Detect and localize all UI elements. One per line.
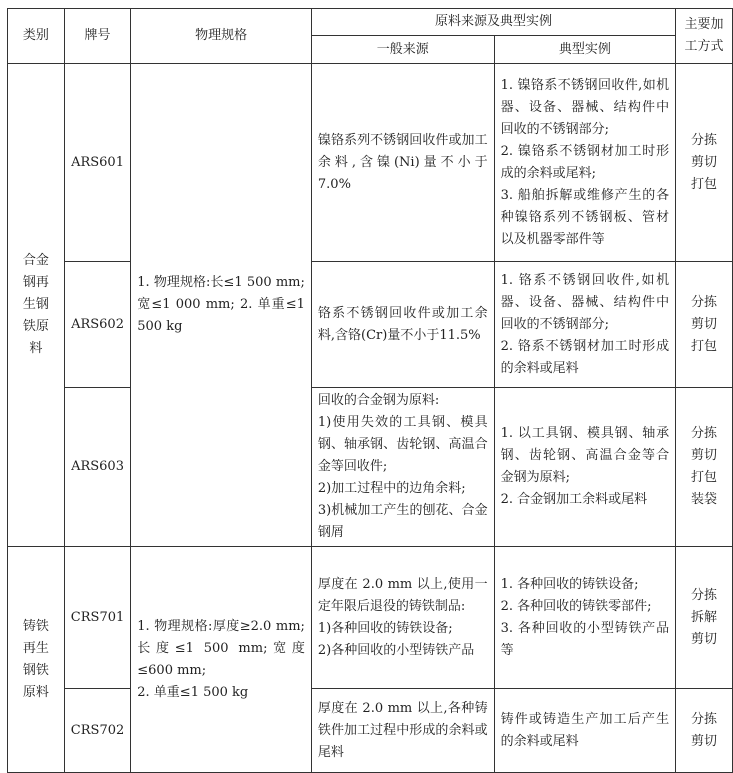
grade-cell: ARS601 (64, 64, 130, 262)
example-item: 2. 各种回收的铸铁零部件; (500, 598, 652, 614)
example-item: 1. 以工具钢、模具钢、轴承钢、齿轮钢、高温合金等合金钢为原料; (500, 426, 670, 485)
example-item: 2. 铬系不锈钢材加工时形成的余料或尾料 (500, 338, 670, 376)
header-category: 类别 (8, 9, 65, 64)
table-row (8, 64, 733, 262)
table-row (8, 547, 733, 689)
grade-cell: ARS602 (64, 262, 130, 388)
example-item: 1. 镍铬系不锈钢回收件,如机器、设备、器械、结构件中回收的不锈钢部分; (500, 77, 670, 137)
header-general-source: 一般来源 (311, 36, 494, 64)
example-item: 铸件或铸造生产加工后产生的余料或尾料 (500, 711, 670, 749)
table-row (8, 262, 733, 388)
source-text: 3)机械加工产生的刨花、合金钢屑 (317, 503, 488, 540)
header-typical-example: 典型实例 (494, 36, 676, 64)
grade-cell: CRS702 (64, 689, 130, 773)
source-text: 1)各种回收的铸铁设备; (317, 620, 453, 636)
processing-cell: 分拣剪切打包 (676, 262, 733, 388)
raw-material-table (7, 8, 733, 773)
example-item: 1. 各种回收的铸铁设备; (500, 576, 639, 592)
table-row (8, 689, 733, 773)
source-text: 回收的合金钢为原料: (317, 393, 440, 408)
header-grade: 牌号 (64, 9, 130, 64)
grade-cell: ARS603 (64, 388, 130, 547)
header-spec: 物理规格 (131, 9, 312, 64)
source-text: 镍铬系列不锈钢回收件或加工余料,含镍(Ni)量不小于 7.0% (317, 132, 488, 192)
example-item: 1. 铬系不锈钢回收件,如机器、设备、器械、结构件中回收的不锈钢部分; (500, 272, 670, 332)
processing-cell: 分拣拆解剪切 (676, 547, 733, 689)
example-item: 2. 合金钢加工余料或尾料 (500, 492, 648, 507)
source-text: 厚度在 2.0 mm 以上,使用一定年限后退役的铸铁制品: (317, 576, 488, 614)
header-source-group: 原料来源及典型实例 (311, 9, 675, 36)
example-item: 3. 各种回收的小型铸铁产品等 (500, 620, 670, 658)
processing-cell: 分拣剪切打包 (676, 64, 733, 262)
source-text: 铬系不锈钢回收件或加工余料,含铬(Cr)量不小于11.5% (317, 305, 488, 343)
spec-cell: 1. 物理规格:长≤1 500 mm;宽≤1 000 mm; 2. 单重≤1 500 kg (131, 64, 312, 547)
source-text: 1)使用失效的工具钢、模具钢、轴承钢、齿轮钢、高温合金等回收件; (317, 415, 488, 474)
source-text: 2)各种回收的小型铸铁产品 (317, 642, 475, 658)
header-processing: 主要加工方式 (676, 9, 733, 64)
category-cell: 合金钢再生钢铁原料 (8, 64, 65, 547)
grade-cell: CRS701 (64, 547, 130, 689)
source-text: 2)加工过程中的边角余料; (317, 481, 466, 496)
example-item: 3. 船舶拆解或维修产生的各种镍铬系列不锈钢板、管材以及机器零部件等 (500, 187, 670, 247)
example-item: 2. 镍铬系不锈钢材加工时形成的余料或尾料; (500, 143, 670, 181)
spec-text: 1. 物理规格:厚度≥2.0 mm;长度≤1 500 mm;宽度≤600 mm; (137, 618, 305, 678)
spec-cell (131, 547, 312, 773)
source-text: 厚度在 2.0 mm 以上,各种铸铁件加工过程中形成的余料或尾料 (317, 700, 488, 760)
processing-cell: 分拣剪切 (676, 689, 733, 773)
table-row (8, 388, 733, 547)
category-cell: 铸铁再生钢铁原料 (8, 547, 65, 773)
spec-text: 2. 单重≤1 500 kg (137, 684, 249, 700)
processing-cell: 分拣剪切打包装袋 (676, 388, 733, 547)
